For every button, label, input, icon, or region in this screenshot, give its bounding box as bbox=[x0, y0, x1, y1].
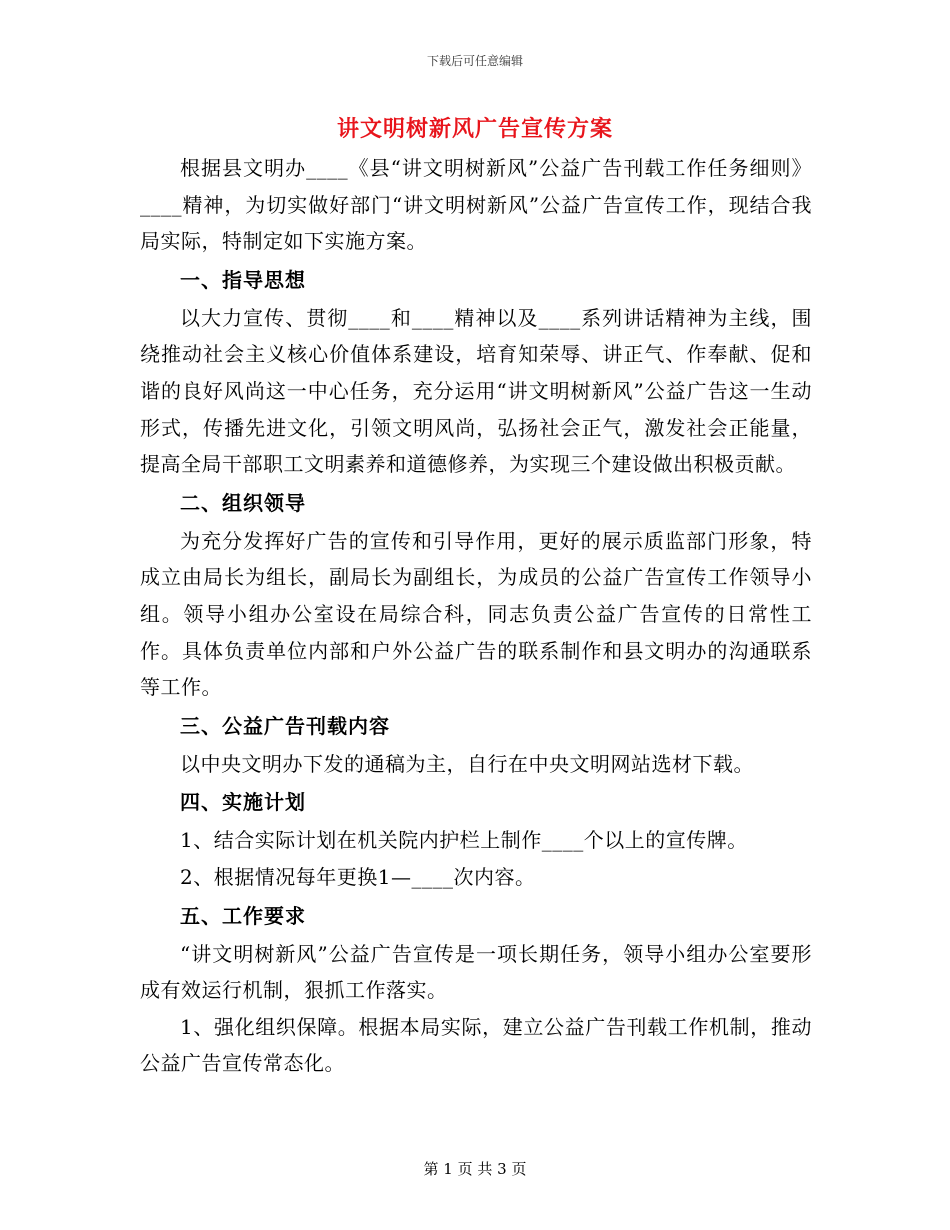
section-heading-requirements: 五、工作要求 bbox=[180, 903, 306, 928]
section-paragraph: 为充分发挥好广告的宣传和引导作用，更好的展示质监部门形象，特成立由局长为组长，副局长为副组长，为成员的公益广告宣传工作领导小组。领导小组办公室设在局综合科，同志负责公益广告宣传的日常性工作。具体负责单位内部和户外公益广告的联系制作和县文明办的沟通联系等工作。 bbox=[140, 528, 812, 700]
section-heading-plan: 四、实施计划 bbox=[180, 790, 306, 815]
document-body bbox=[140, 150, 812, 1082]
section-heading-guiding-ideology: 一、指导思想 bbox=[180, 267, 306, 292]
intro-paragraph: 根据县文明办____《县“讲文明树新风”公益广告刊载工作任务细则》____精神，为切实做好部门“讲文明树新风”公益广告宣传工作，现结合我局实际，特制定如下实施方案。 bbox=[140, 156, 812, 254]
section-paragraph: 以中央文明办下发的通稿为主，自行在中央文明网站选材下载。 bbox=[180, 751, 754, 776]
section-paragraph: “讲文明树新风”公益广告宣传是一项长期任务，领导小组办公室要形成有效运行机制，狠抓工作落实。 bbox=[140, 941, 812, 1003]
document-title: 讲文明树新风广告宣传方案 bbox=[336, 116, 613, 142]
section-paragraph: 2、根据情况每年更换1—____次内容。 bbox=[180, 864, 536, 889]
page-number: 第 1 页 共 3 页 bbox=[423, 1160, 527, 1178]
section-paragraph: 1、强化组织保障。根据本局实际，建立公益广告刊载工作机制，推动公益广告宣传常态化。 bbox=[140, 1014, 812, 1076]
page-header-note: 下载后可任意编辑 bbox=[426, 54, 523, 68]
section-paragraph: 以大力宣传、贯彻____和____精神以及____系列讲话精神为主线，围绕推动社会主义核心价值体系建设，培育知荣辱、讲正气、作奉献、促和谐的良好风尚这一中心任务，充分运用“讲文明树新风”公益广告这一生动形式，传播先进文化，引领文明风尚，弘扬社会正气，激发社会正能量，提高全局干部职工文明素养和道德修养，为实现三个建设做出积极贡献。 bbox=[140, 305, 812, 477]
section-paragraph: 1、结合实际计划在机关院内护栏上制作____个以上的宣传牌。 bbox=[180, 828, 748, 853]
section-heading-content: 三、公益广告刊载内容 bbox=[180, 713, 390, 738]
section-heading-organization: 二、组织领导 bbox=[180, 490, 306, 515]
